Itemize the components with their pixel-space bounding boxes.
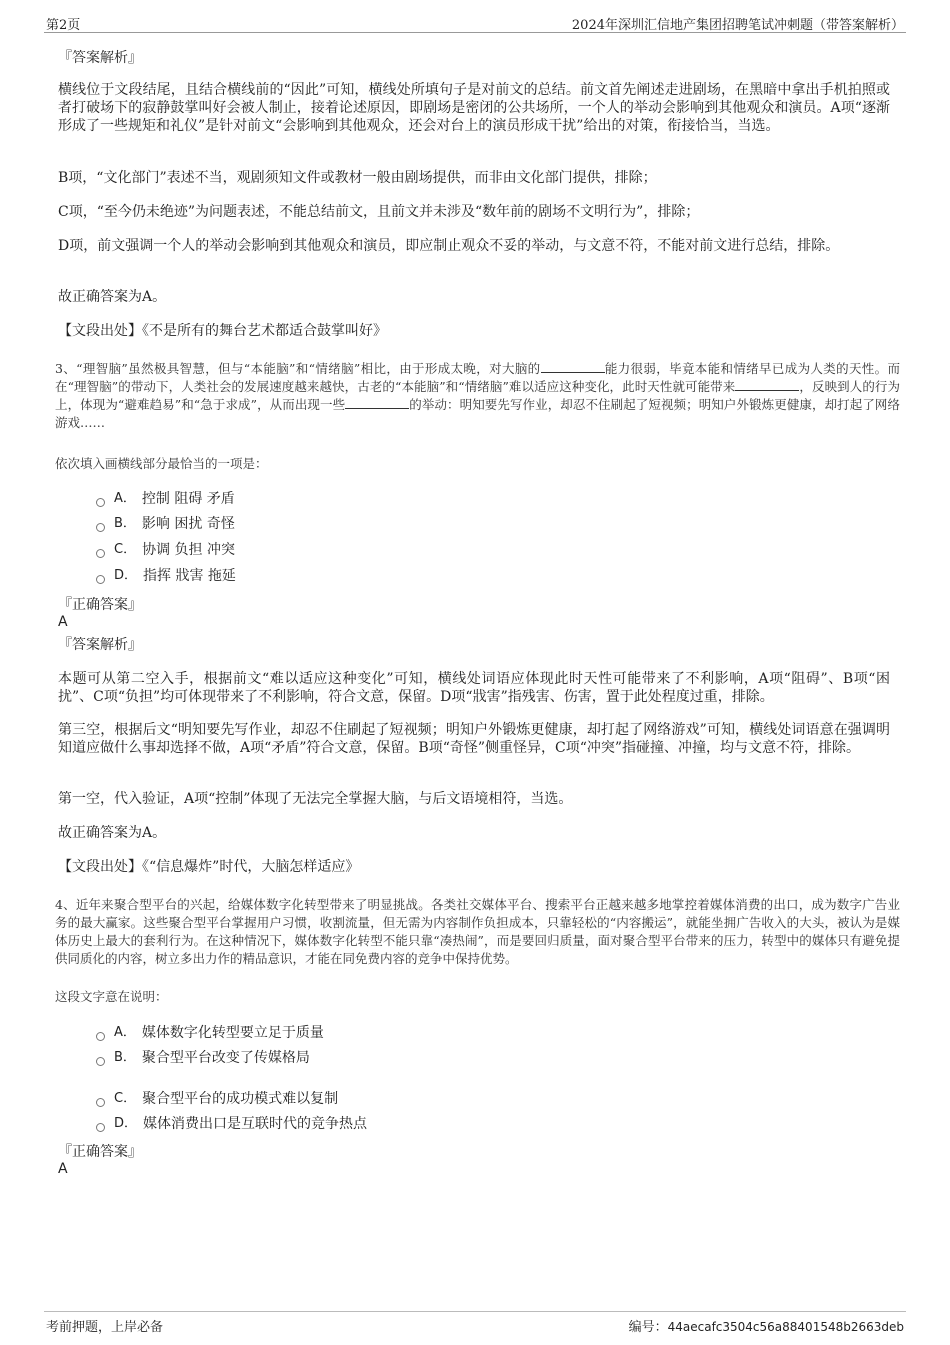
question-text: ，反映到人的行为上，体现为“避难趋易”和“急于求成”，从而出现一些 (55, 379, 900, 412)
radio-icon[interactable] (96, 523, 105, 532)
analysis-paragraph: B项，“文化部门”表述不当，观剧须知文件或教材一般由剧场提供，而非由文化部门提供，排除； (58, 170, 657, 186)
analysis-paragraph: 第三空，根据后文“明知要先写作业，却忍不住刷起了短视频；明知户外锻炼更健康，却打起了网络游戏”可知，横线处词语意在强调明知道应做什么事却选择不做，A项“矛盾”符合文意，保留。B项“奇怪”侧重怪异，C项“冲突”指碰撞、冲撞，均与文意不符，排除。 (58, 722, 890, 756)
blank-line (345, 396, 409, 409)
question-3-stem (55, 360, 900, 432)
source-citation: 【文段出处】《“信息爆炸”时代，大脑怎样适应》 (58, 859, 360, 875)
code-value: 44aecafc3504c56a88401548b2663deb (667, 1320, 904, 1334)
question-text: 能力很弱，毕竟本能和情绪早已成为人类的天性。而在“理智脑”的带动下，人类社会的发展速度越来越快，古老的“本能脑”和“情绪脑”难以适应这种变化，此时天性就可能带来 (55, 361, 900, 394)
correct-answer-value: A (58, 1161, 68, 1177)
option-c[interactable]: C． 协调 负担 冲突 (96, 541, 235, 559)
page-number: 第2页 (46, 18, 81, 33)
blank-line (541, 360, 605, 373)
radio-icon[interactable] (96, 549, 105, 558)
source-citation: 【文段出处】《不是所有的舞台艺术都适合鼓掌叫好》 (58, 323, 387, 339)
option-a[interactable]: A． 控制 阻碍 矛盾 (96, 490, 235, 508)
question-4-stem: 4、近年来聚合型平台的兴起，给媒体数字化转型带来了明显挑战。各类社交媒体平台、搜索平台正越来越多地掌控着媒体消费的出口，成为数字广告业务的最大赢家。这些聚合型平台掌握用户习惯，收割流量，但无需为内容制作负担成本，只靠轻松的“内容搬运”，就能坐拥广告收入的大头，被认为是媒体历史上最大的套利行为。在这种情况下，媒体数字化转型不能只靠“凑热闹”，而是要回归质量，面对聚合型平台带来的压力，转型中的媒体只有避免提供同质化的内容，树立多出力作的精品意识，才能在同免费内容的竞争中保持优势。 (55, 897, 900, 966)
radio-icon[interactable] (96, 1123, 105, 1132)
code-label: 编号： (628, 1320, 668, 1335)
radio-icon[interactable] (96, 1032, 105, 1041)
page-footer (44, 1311, 906, 1336)
blank-line (735, 378, 799, 391)
correct-answer-label: 『正确答案』 (58, 1144, 142, 1160)
footer-slogan: 考前押题，上岸必备 (46, 1320, 164, 1335)
radio-icon[interactable] (96, 575, 105, 584)
radio-icon[interactable] (96, 1057, 105, 1066)
radio-icon[interactable] (96, 498, 105, 507)
analysis-paragraph: C项，“至今仍未绝迹”为问题表述，不能总结前文，且前文并未涉及“数年前的剧场不文明行为”，排除； (58, 204, 700, 220)
analysis-label: 『答案解析』 (58, 637, 142, 653)
page-header (44, 12, 906, 33)
option-d[interactable]: D． 媒体消费出口是互联时代的竞争热点 (96, 1115, 367, 1133)
analysis-paragraph: 横线位于文段结尾，且结合横线前的“因此”可知，横线处所填句子是对前文的总结。前文首先阐述走进剧场，在黑暗中拿出手机拍照或者打破场下的寂静鼓掌叫好会被人制止，接着论述原因，即剧场是密闭的公共场所，一个人的举动会影响到其他观众和演员。A项“逐渐形成了一些规矩和礼仪”是针对前文“会影响到其他观众，还会对台上的演员形成干扰”给出的对策，衔接恰当，当选。 (58, 82, 890, 134)
document-code (629, 1316, 904, 1335)
question-text: 的举动：明知要先写作业，却忍不住刷起了短视频；明知户外锻炼更健康，却打起了网络游戏…… (55, 397, 900, 430)
document-title: 2024年深圳汇信地产集团招聘笔试冲刺题（带答案解析） (571, 18, 904, 33)
conclusion: 故正确答案为A。 (58, 825, 167, 841)
conclusion: 故正确答案为A。 (58, 289, 167, 305)
analysis-paragraph: 第一空，代入验证，A项“控制”体现了无法完全掌握大脑，与后文语境相符，当选。 (58, 791, 573, 807)
radio-icon[interactable] (96, 1098, 105, 1107)
analysis-paragraph: D项，前文强调一个人的举动会影响到其他观众和演员，即应制止观众不妥的举动，与文意不符，不能对前文进行总结，排除。 (58, 238, 840, 254)
correct-answer-value: A (58, 614, 68, 630)
analysis-paragraph: 本题可从第二空入手，根据前文“难以适应这种变化”可知，横线处词语应体现此时天性可能带来了不利影响，A项“阻碍”、B项“困扰”、C项“负担”均可体现带来了不利影响，符合文意，保留。D项“戕害”指残害、伤害，置于此处程度过重，排除。 (58, 671, 890, 705)
option-b[interactable]: B． 影响 困扰 奇怪 (96, 515, 235, 533)
question-prompt: 依次填入画横线部分最恰当的一项是： (55, 456, 268, 471)
option-d[interactable]: D． 指挥 戕害 拖延 (96, 567, 236, 585)
option-c[interactable]: C． 聚合型平台的成功模式难以复制 (96, 1090, 338, 1108)
analysis-label: 『答案解析』 (58, 50, 142, 66)
question-prompt: 这段文字意在说明： (55, 989, 168, 1004)
option-b[interactable]: B． 聚合型平台改变了传媒格局 (96, 1049, 310, 1067)
correct-answer-label: 『正确答案』 (58, 597, 142, 613)
question-text: 3、“理智脑”虽然极具智慧，但与“本能脑”和“情绪脑”相比，由于形成太晚，对大脑的 (55, 361, 541, 376)
option-a[interactable]: A． 媒体数字化转型要立足于质量 (96, 1024, 324, 1042)
